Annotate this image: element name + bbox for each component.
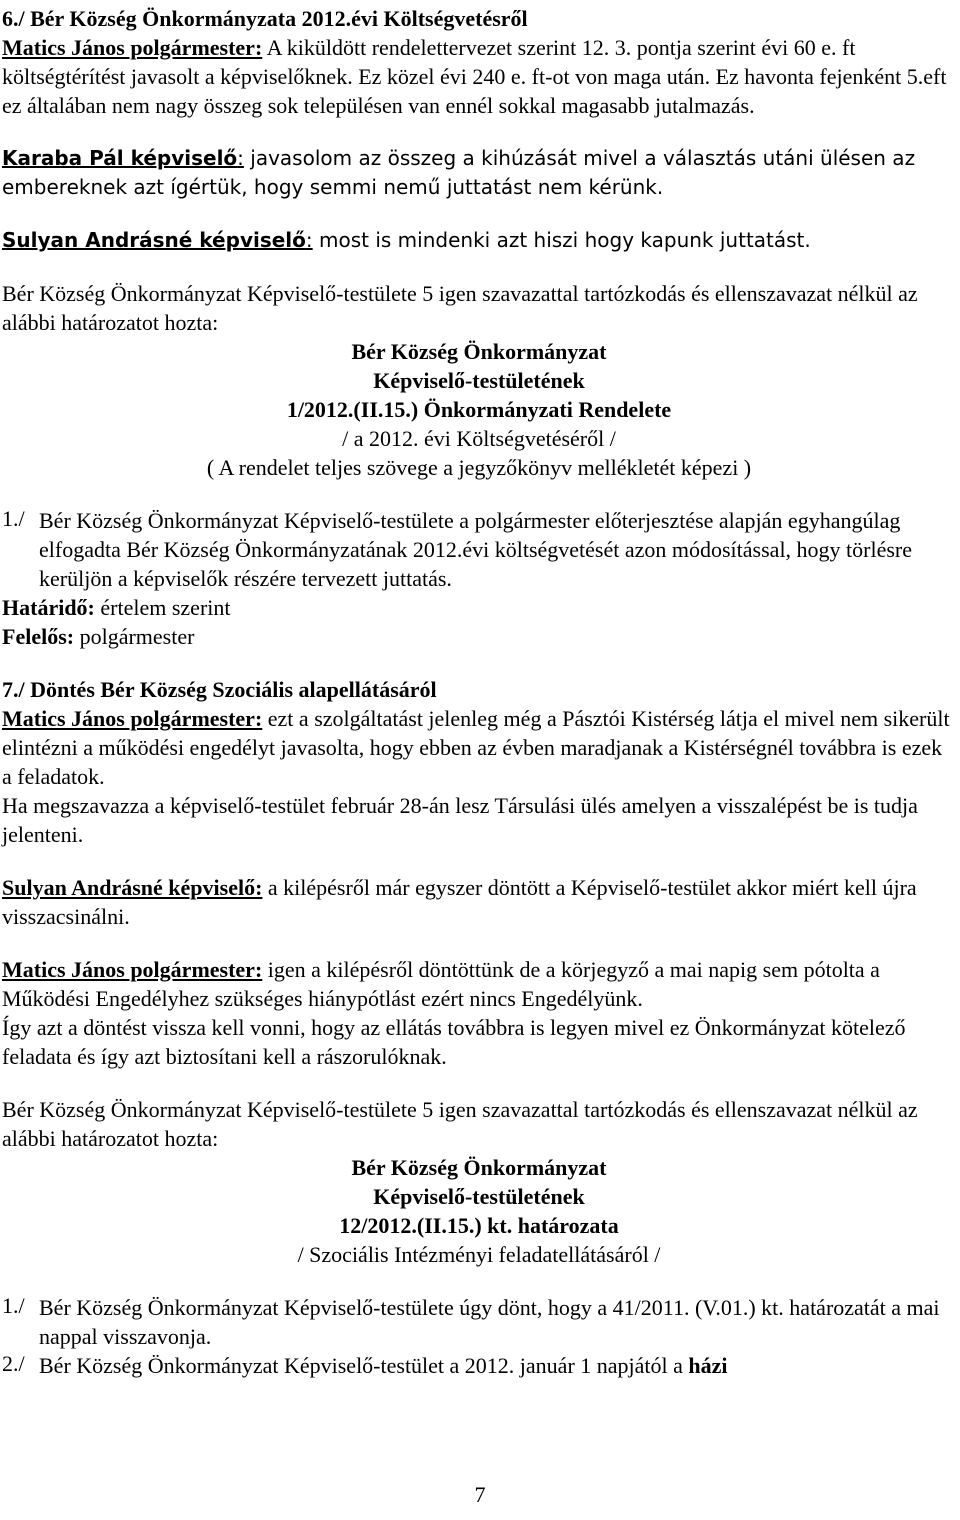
section-7-paragraph-mayor-2-cont: Így azt a döntést vissza kell vonni, hogy az ellátás továbbra is legyen mivel ez Önkormányzat kötelező feladata és így azt biztosítani kell a rászorulóknak. (2, 1015, 906, 1069)
section-7-heading: 7./ Döntés Bér Község Szociális alapellátásáról (2, 677, 437, 702)
resolution-item-1 (2, 1293, 956, 1351)
section-7-paragraph-sulyan (2, 873, 956, 931)
decree-subject: / a 2012. évi Költségvetéséről / (342, 426, 616, 451)
item-text (39, 1351, 956, 1380)
paragraph-text: A kiküldött rendelettervezet szerint 12. 3. pontja szerint évi 60 e. ft költségtérítést javasolt a képviselőknek. Ez közel évi 240 e. ft-ot von maga után. Ez havonta fejenként 5.eft ez általában nem nagy összeg sok településen van ennél sokkal magasabb jutalmazás. (2, 35, 947, 118)
speaker-colon: : (237, 146, 244, 170)
document-page (2, 4, 956, 1380)
speaker-label: Sulyan Andrásné képviselő: (2, 875, 263, 900)
speaker-label: Matics János polgármester: (2, 957, 263, 982)
paragraph-text: a kilépésről már egyszer döntött a Képviselő-testület akkor miért kell újra visszacsinálni. (2, 875, 917, 929)
item-text: Bér Község Önkormányzat Képviselő-testülete úgy dönt, hogy a 41/2011. (V.01.) kt. határozatát a mai nappal visszavonja. (39, 1295, 940, 1349)
section-6-paragraph-karaba (2, 144, 956, 202)
paragraph-text: igen a kilépésről döntöttünk de a körjegyző a mai napig sem pótolta a Működési Engedélyhez szükséges hiánypótlást ezért nincs Engedélyünk. (2, 957, 880, 1011)
decree-note: ( A rendelet teljes szövege a jegyzőkönyv mellékletét képezi ) (206, 455, 752, 480)
section-6-heading: 6./ Bér Község Önkormányzata 2012.évi Költségvetésről (2, 6, 528, 31)
resolution-number: 12/2012.(II.15.) kt. határozata (339, 1213, 619, 1238)
item-text-bold: házi (688, 1353, 728, 1378)
deadline-line (2, 593, 956, 622)
section-6-vote-text: Bér Község Önkormányzat Képviselő-testülete 5 igen szavazattal tartózkodás és ellenszavazat nélkül az alábbi határozatot hozta: (2, 281, 918, 335)
responsible-line (2, 622, 956, 651)
paragraph-text: most is mindenki azt hiszi hogy kapunk juttatást. (312, 228, 811, 252)
item-number: 1./ (2, 506, 25, 531)
paragraph-text: javasolom az összeg a kihúzását mivel a választás utáni ülésen az embereknek azt ígértük, hogy semmi nemű juttatást nem kérünk. (2, 146, 916, 199)
responsible-label: Felelős: (2, 624, 75, 649)
section-6-paragraph-mayor (2, 33, 956, 120)
section-7-paragraph-mayor-cont: Ha megszavazza a képviselő-testület február 28-án lesz Társulási ülés amelyen a visszalépést be is tudja jelenteni. (2, 793, 918, 847)
page-number: 7 (474, 1482, 486, 1507)
resolution-subject: / Szociális Intézményi feladatellátásáról / (297, 1242, 661, 1267)
item-text: Bér Község Önkormányzat Képviselő-testülete a polgármester előterjesztése alapján egyhangúlag elfogadta Bér Község Önkormányzatának 2012.évi költségvetését azon módosítással, hogy törlésre kerüljön a képviselők részére tervezett juttatás. (39, 508, 913, 591)
responsible-value: polgármester (74, 624, 195, 649)
speaker-colon: : (305, 228, 313, 252)
resolution-title-line-2: Képviselő-testületének (373, 1184, 585, 1209)
speaker-label: Karaba Pál képviselő (2, 146, 238, 170)
deadline-value: értelem szerint (94, 595, 231, 620)
section-7-paragraph-mayor-2 (2, 955, 956, 1013)
decree-number: 1/2012.(II.15.) Önkormányzati Rendelete (286, 397, 672, 422)
resolution-title-line-1: Bér Község Önkormányzat (351, 1155, 607, 1180)
decree-title-line-1: Bér Község Önkormányzat (351, 339, 607, 364)
section-7-vote-text: Bér Község Önkormányzat Képviselő-testülete 5 igen szavazattal tartózkodás és ellenszavazat nélkül az alábbi határozatot hozta: (2, 1097, 918, 1151)
section-6-paragraph-sulyan (2, 226, 956, 255)
resolution-item-1 (2, 506, 956, 593)
item-number: 2./ (2, 1351, 25, 1376)
item-text-body: Bér Község Önkormányzat Képviselő-testület a 2012. január 1 napjától a (39, 1353, 689, 1378)
section-7-paragraph-mayor (2, 704, 956, 791)
deadline-label: Határidő: (2, 595, 95, 620)
item-number: 1./ (2, 1293, 25, 1318)
speaker-label: Sulyan Andrásné képviselő (2, 228, 306, 252)
resolution-item-2 (2, 1351, 956, 1380)
paragraph-text: ezt a szolgáltatást jelenleg még a Pásztói Kistérség látja el mivel nem sikerült elintézni a működési engedélyt javasolta, hogy ebben az évben maradjanak a Kistérségnél továbbra is ezek a feladatok. (2, 706, 950, 789)
speaker-label: Matics János polgármester: (2, 35, 263, 60)
decree-title-line-2: Képviselő-testületének (373, 368, 585, 393)
speaker-label: Matics János polgármester: (2, 706, 263, 731)
